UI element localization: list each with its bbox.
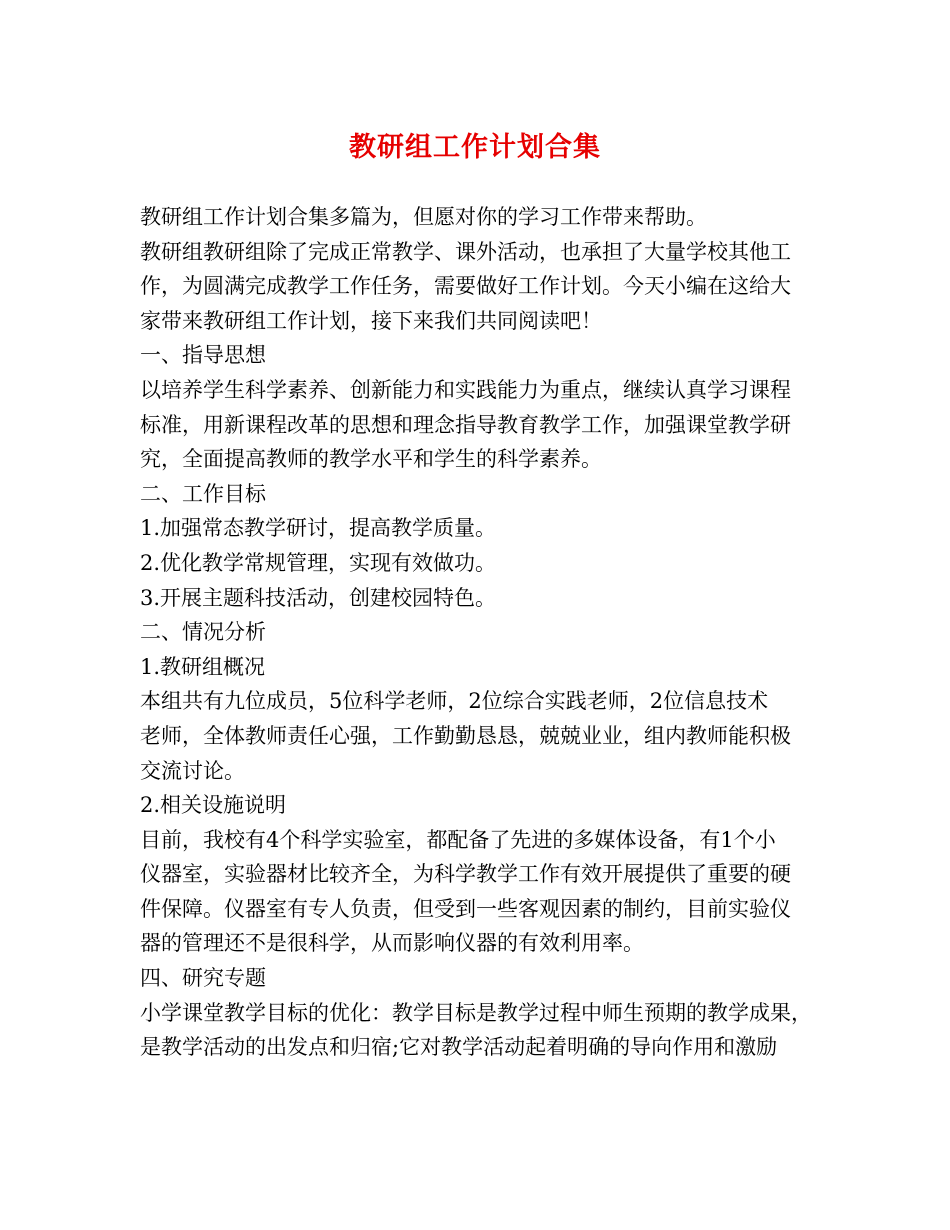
body-line: 教研组工作计划合集多篇为，但愿对你的学习工作带来帮助。 (140, 205, 707, 229)
section-heading: 四、研究专题 (140, 966, 266, 991)
body-line: 究，全面提高教师的教学水平和学生的科学素养。 (140, 447, 602, 472)
subsection-heading: 1.教研组概况 (140, 654, 266, 679)
body-line: 是教学活动的出发点和归宿;它对教学活动起着明确的导向作用和激励 (140, 1035, 778, 1060)
document-body (140, 200, 830, 1065)
body-line: 件保障。仪器室有专人负责，但受到一些客观因素的制约，目前实验仪 (140, 896, 791, 921)
body-line: 目前，我校有4个科学实验室，都配备了先进的多媒体设备，有1个小 (140, 827, 776, 852)
body-line: 以培养学生科学素养、创新能力和实践能力为重点，继续认真学习课程 (140, 377, 791, 402)
section-heading: 二、工作目标 (140, 481, 266, 506)
body-line: 小学课堂教学目标的优化：教学目标是教学过程中师生预期的教学成果， (140, 1000, 812, 1025)
document-title: 教研组工作计划合集 (349, 132, 601, 163)
body-line: 本组共有九位成员，5位科学老师，2位综合实践老师，2位信息技术 (140, 689, 769, 714)
body-line: 标准，用新课程改革的思想和理念指导教育教学工作，加强课堂教学研 (140, 412, 791, 437)
list-item: 3.开展主题科技活动，创建校园特色。 (140, 585, 497, 610)
body-line: 家带来教研组工作计划，接下来我们共同阅读吧！ (140, 308, 602, 333)
body-line: 器的管理还不是很科学，从而影响仪器的有效利用率。 (140, 931, 644, 956)
list-item: 1.加强常态教学研讨，提高教学质量。 (140, 516, 497, 541)
section-heading: 二、情况分析 (140, 620, 266, 645)
list-item: 2.优化教学常规管理，实现有效做功。 (140, 550, 497, 575)
body-line: 作，为圆满完成教学工作任务，需要做好工作计划。今天小编在这给大 (140, 274, 791, 299)
body-line: 老师，全体教师责任心强，工作勤勤恳恳，兢兢业业，组内教师能积极 (140, 723, 791, 748)
body-line: 教研组教研组除了完成正常教学、课外活动，也承担了大量学校其他工 (140, 239, 791, 264)
subsection-heading: 2.相关设施说明 (140, 793, 287, 818)
body-line: 仪器室，实验器材比较齐全，为科学教学工作有效开展提供了重要的硬 (140, 862, 791, 887)
body-line: 交流讨论。 (140, 758, 245, 783)
section-heading: 一、指导思想 (140, 343, 266, 368)
